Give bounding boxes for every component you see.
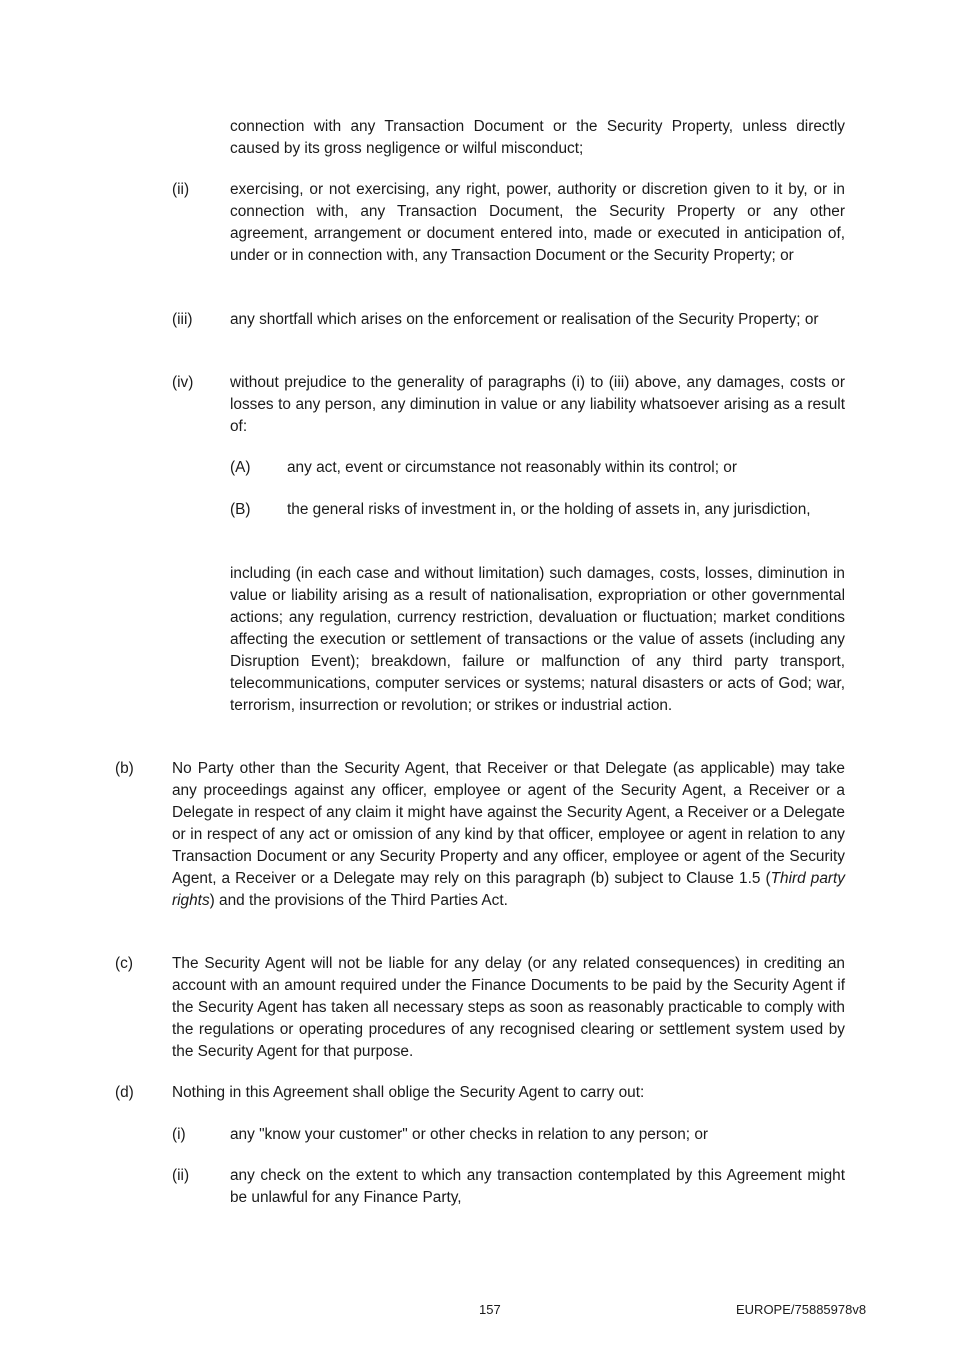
continuation-paragraph: connection with any Transaction Document or the Security Property, unless directly caused by its gross negligence or wilful misconduct; <box>230 118 845 157</box>
item-ii-label: (ii) <box>172 181 190 198</box>
sub-item-b-label: (B) <box>230 501 251 518</box>
lower-item-ii-label: (ii) <box>172 1167 190 1184</box>
sub-item-a-text: any act, event or circumstance not reasonably within its control; or <box>287 459 737 476</box>
sub-item-a-label: (A) <box>230 459 251 476</box>
para-c-text: The Security Agent will not be liable for any delay (or any related consequences) in crediting an account with an amount required under the Finance Documents to be paid by the Security Agent if the Security Agent has taken all necessary steps as soon as reasonably practicable to comply with the regulations or operating procedures of any recognised clearing or settlement system used by the Security Agent for that purpose. <box>172 955 845 1060</box>
para-b-text-before: No Party other than the Security Agent, that Receiver or that Delegate (as applicable) may take any proceedings against any officer, employee or agent of the Security Agent, a Receiver or a Delegate in respect of any claim it might have against the Security Agent, a Receiver or a Delegate or in respect of any act or omission of any kind by that officer, employee or agent in relation to any Transaction Document or any Security Property and any officer, employee or agent of the Security Agent, a Receiver or a Delegate may rely on this paragraph (b) subject to Clause 1.5 ( <box>172 760 845 887</box>
including-paragraph: including (in each case and without limitation) such damages, costs, losses, diminution in value or liability arising as a result of nationalisation, expropriation or other governmental actions; any regulation, currency restriction, devaluation or fluctuation; market conditions affecting the execution or settlement of transactions or the value of assets (including any Disruption Event); breakdown, failure or malfunction of any third party transport, telecommunications, computer services or systems; natural disasters or acts of God; war, terrorism, insurrection or revolution; or strikes or industrial action. <box>230 565 845 714</box>
third-party-rights-reference: Third party rights <box>172 870 845 909</box>
para-b-label: (b) <box>115 760 134 777</box>
para-b-text-after: ) and the provisions of the Third Parties Act. <box>209 892 508 909</box>
para-c-label: (c) <box>115 955 133 972</box>
lower-item-i-label: (i) <box>172 1126 186 1143</box>
document-reference: EUROPE/75885978v8 <box>736 1302 867 1317</box>
para-d-text: Nothing in this Agreement shall oblige the Security Agent to carry out: <box>172 1084 645 1101</box>
page-number: 157 <box>479 1302 501 1317</box>
item-iv-label: (iv) <box>172 374 194 391</box>
sub-item-b-text: the general risks of investment in, or the holding of assets in, any jurisdiction, <box>287 501 811 518</box>
lower-item-i-text: any "know your customer" or other checks in relation to any person; or <box>230 1126 709 1143</box>
para-d-label: (d) <box>115 1084 134 1101</box>
item-iii-label: (iii) <box>172 311 193 328</box>
item-ii-text: exercising, or not exercising, any right, power, authority or discretion given to it by, or in connection with, any Transaction Document, the Security Property or any other agreement, arrangement or document entered into, made or executed in anticipation of, under or in connection with, any Transaction Document or the Security Property; or <box>230 181 845 264</box>
item-iv-text: without prejudice to the generality of paragraphs (i) to (iii) above, any damages, costs or losses to any person, any diminution in value or any liability whatsoever arising as a result of: <box>230 374 845 435</box>
para-b-text <box>172 758 845 912</box>
item-iii-text: any shortfall which arises on the enforcement or realisation of the Security Property; or <box>230 311 819 328</box>
lower-item-ii-text: any check on the extent to which any transaction contemplated by this Agreement might be unlawful for any Finance Party, <box>230 1167 845 1206</box>
